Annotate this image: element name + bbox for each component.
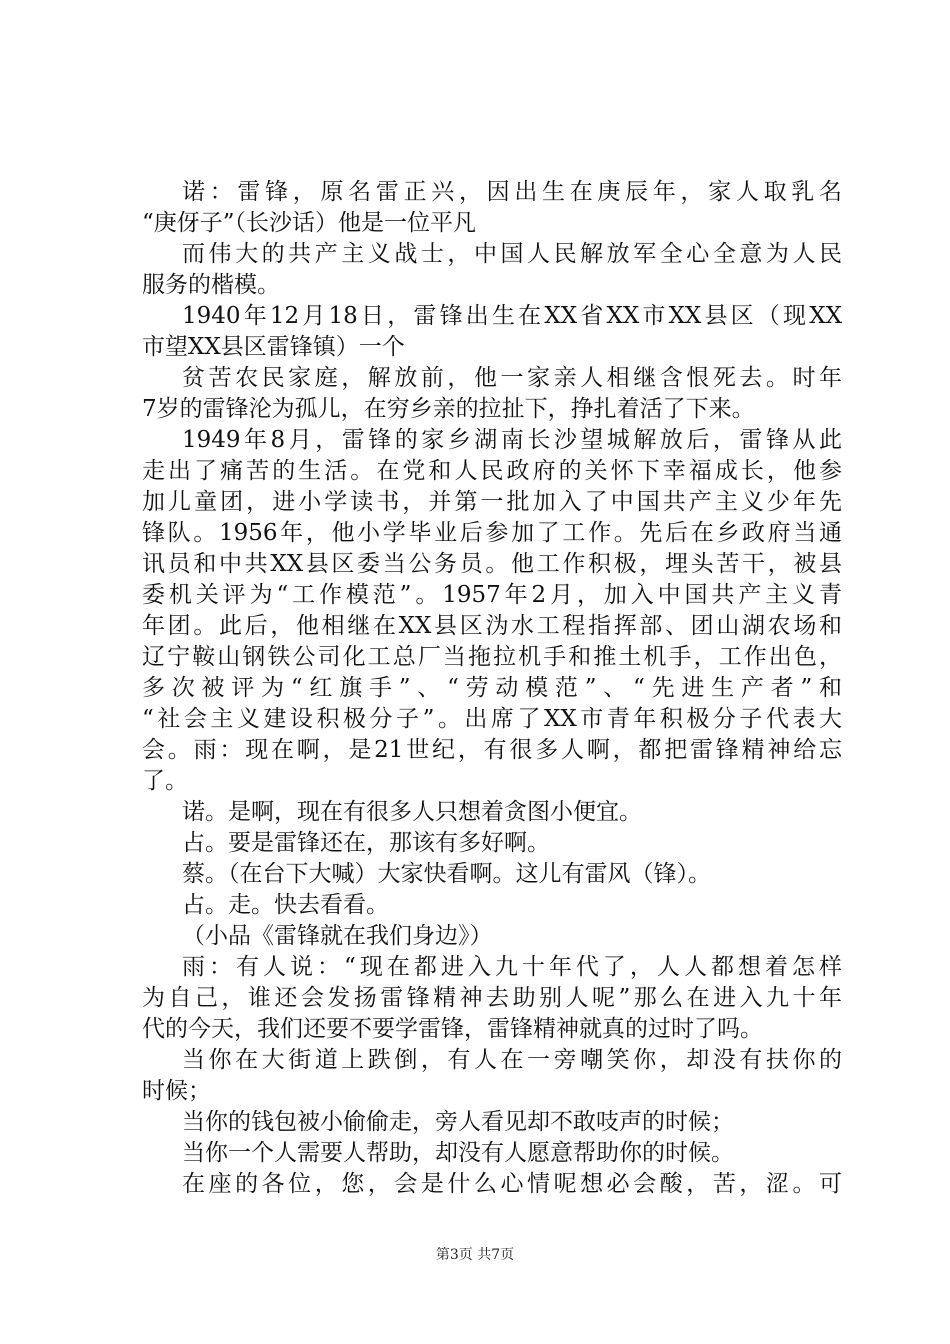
text-line: “社会主义建设积极分子”。出席了XX市青年积极分子代表大 xyxy=(142,706,842,732)
text-line: 锋队。1956年，他小学毕业后参加了工作。先后在乡政府当通 xyxy=(142,520,842,546)
text-line: 诺。是啊，现在有很多人只想着贪图小便宜。 xyxy=(182,799,642,825)
text-line: 当你一个人需要人帮助，却没有人愿意帮助你的时候。 xyxy=(182,1140,734,1166)
text-line: 占。走。快去看看。 xyxy=(182,892,389,918)
text-line: （小品《雷锋就在我们身边》） xyxy=(182,923,493,949)
text-line: 1940年12月18日，雷锋出生在XX省XX市XX县区（现XX xyxy=(182,303,842,329)
text-line: 市望XX县区雷锋镇）一个 xyxy=(142,334,405,360)
text-line: 讯员和中共XX县区委当公务员。他工作积极，埋头苦干，被县 xyxy=(142,551,842,577)
text-line: 诺：雷锋，原名雷正兴，因出生在庚辰年，家人取乳名 xyxy=(182,179,842,205)
text-line: 辽宁鞍山钢铁公司化工总厂当拖拉机手和推土机手，工作出色， xyxy=(142,644,842,670)
text-line: 了。 xyxy=(142,768,188,794)
text-line: 年团。此后，他相继在XX县区沩水工程指挥部、团山湖农场和 xyxy=(142,613,842,639)
text-line: 为自己，谁还会发扬雷锋精神去助别人呢”那么在进入九十年 xyxy=(142,985,842,1011)
text-line: 会。雨：现在啊，是21世纪，有很多人啊，都把雷锋精神给忘 xyxy=(142,737,842,763)
text-line: 1949年8月，雷锋的家乡湖南长沙望城解放后，雷锋从此 xyxy=(182,427,842,453)
text-line: 代的今天，我们还要不要学雷锋，雷锋精神就真的过时了吗。 xyxy=(142,1016,763,1042)
text-line: 雨：有人说：“现在都进入九十年代了，人人都想着怎样 xyxy=(182,954,842,980)
text-line: 服务的楷模。 xyxy=(142,272,280,298)
text-line: 当你的钱包被小偷偷走，旁人看见却不敢吱声的时候； xyxy=(182,1109,734,1135)
text-line: 在座的各位，您，会是什么心情呢想必会酸，苦，涩。可 xyxy=(182,1171,842,1197)
text-line: 占。要是雷锋还在，那该有多好啊。 xyxy=(182,830,550,856)
text-line: 贫苦农民家庭，解放前，他一家亲人相继含恨死去。时年 xyxy=(182,365,842,391)
text-line: 当你在大街道上跌倒，有人在一旁嘲笑你，却没有扶你的 xyxy=(182,1047,842,1073)
text-line: 走出了痛苦的生活。在党和人民政府的关怀下幸福成长，他参 xyxy=(142,458,842,484)
text-line: 蔡。（在台下大喊）大家快看啊。这儿有雷风（锋）。 xyxy=(182,861,711,887)
text-line: 时候； xyxy=(142,1078,211,1104)
text-line: 多次被评为“红旗手”、“劳动模范”、“先进生产者”和 xyxy=(142,675,842,701)
text-line: 委机关评为“工作模范”。1957年2月，加入中国共产主义青 xyxy=(142,582,842,608)
page-footer: 第3页 共7页 xyxy=(435,1247,515,1263)
text-line: 7岁的雷锋沦为孤儿，在穷乡亲的拉扯下，挣扎着活了下来。 xyxy=(142,396,755,422)
text-line: “庚伢子”（长沙话）他是一位平凡 xyxy=(142,210,477,236)
text-line: 而伟大的共产主义战士，中国人民解放军全心全意为人民 xyxy=(182,241,842,267)
text-line: 加儿童团，进小学读书，并第一批加入了中国共产主义少年先 xyxy=(142,489,842,515)
